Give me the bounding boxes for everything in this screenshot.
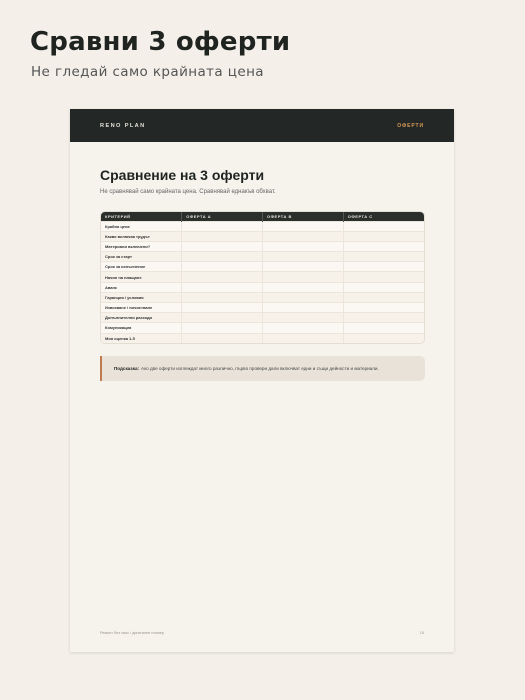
table-header-row (101, 212, 424, 221)
cell-offer-c[interactable] (343, 333, 424, 343)
tip-label: Подсказка: (114, 366, 140, 371)
criterion-cell: Срок за изпълнение (101, 262, 182, 272)
tip-text: Ако две оферти изглеждат много различно, първо провери дали включват едни и същи дейности и материали. (141, 366, 379, 371)
header-offer-a: ОФЕРТА А (182, 212, 263, 221)
criterion-cell: Какво включва трудът (101, 231, 182, 241)
criterion-cell: Комуникация (101, 323, 182, 333)
cell-offer-a[interactable] (182, 282, 263, 292)
cell-offer-b[interactable] (263, 292, 344, 302)
cell-offer-b[interactable] (263, 252, 344, 262)
cell-offer-b[interactable] (263, 262, 344, 272)
table-row (101, 252, 424, 262)
tip-box (100, 356, 425, 381)
cell-offer-c[interactable] (343, 252, 424, 262)
table-row (101, 241, 424, 251)
table-row (101, 323, 424, 333)
cell-offer-b[interactable] (263, 241, 344, 251)
page-number: 15 (419, 631, 424, 635)
criterion-cell: Гаранция / условия (101, 292, 182, 302)
cell-offer-a[interactable] (182, 221, 263, 231)
cell-offer-b[interactable] (263, 272, 344, 282)
criterion-cell: Моя оценка 1-5 (101, 333, 182, 343)
cell-offer-a[interactable] (182, 241, 263, 251)
table-row (101, 231, 424, 241)
table-row (101, 262, 424, 272)
cell-offer-b[interactable] (263, 303, 344, 313)
criterion-cell: Срок за старт (101, 252, 182, 262)
cell-offer-c[interactable] (343, 262, 424, 272)
criterion-cell: Извозване / почистване (101, 303, 182, 313)
cell-offer-c[interactable] (343, 323, 424, 333)
hero-subtitle: Не гледай само крайната цена (31, 64, 264, 80)
document-page (70, 109, 454, 652)
cell-offer-b[interactable] (263, 313, 344, 323)
criterion-cell: Крайна цена (101, 221, 182, 231)
cell-offer-a[interactable] (182, 262, 263, 272)
cell-offer-a[interactable] (182, 231, 263, 241)
cell-offer-b[interactable] (263, 231, 344, 241)
cell-offer-c[interactable] (343, 282, 424, 292)
criterion-cell: Допълнителни разходи (101, 313, 182, 323)
cell-offer-c[interactable] (343, 221, 424, 231)
cell-offer-c[interactable] (343, 272, 424, 282)
cell-offer-a[interactable] (182, 252, 263, 262)
criterion-cell: Аванс (101, 282, 182, 292)
document-title: Сравнение на 3 оферти (100, 167, 265, 183)
header-offer-b: ОФЕРТА В (263, 212, 344, 221)
header-criterion: КРИТЕРИЙ (101, 212, 182, 221)
comparison-table (100, 211, 425, 344)
cell-offer-b[interactable] (263, 282, 344, 292)
table-row (101, 221, 424, 231)
cell-offer-c[interactable] (343, 313, 424, 323)
cell-offer-a[interactable] (182, 313, 263, 323)
footer-text: Ремонт без хаос / дигитален планер (100, 631, 165, 635)
cell-offer-a[interactable] (182, 272, 263, 282)
brand-logo: RENO PLAN (100, 122, 146, 129)
table-row (101, 303, 424, 313)
cell-offer-b[interactable] (263, 323, 344, 333)
table-row (101, 272, 424, 282)
header-offer-c: ОФЕРТА С (343, 212, 424, 221)
cell-offer-a[interactable] (182, 292, 263, 302)
criterion-cell: Начин на плащане (101, 272, 182, 282)
table-row (101, 292, 424, 302)
cell-offer-c[interactable] (343, 292, 424, 302)
cell-offer-c[interactable] (343, 303, 424, 313)
document-header (70, 109, 454, 142)
cell-offer-b[interactable] (263, 221, 344, 231)
table-row (101, 333, 424, 343)
cell-offer-c[interactable] (343, 231, 424, 241)
table-row (101, 282, 424, 292)
document-lead: Не сравнявай само крайната цена. Сравнявай еднакъв обхват. (100, 189, 276, 195)
cell-offer-a[interactable] (182, 303, 263, 313)
cell-offer-c[interactable] (343, 241, 424, 251)
cell-offer-a[interactable] (182, 323, 263, 333)
table-row (101, 313, 424, 323)
cell-offer-b[interactable] (263, 333, 344, 343)
document-footer (100, 631, 424, 635)
section-tag: ОФЕРТИ (397, 122, 424, 129)
criterion-cell: Материали включени? (101, 241, 182, 251)
hero-title: Сравни 3 оферти (30, 27, 291, 57)
cell-offer-a[interactable] (182, 333, 263, 343)
